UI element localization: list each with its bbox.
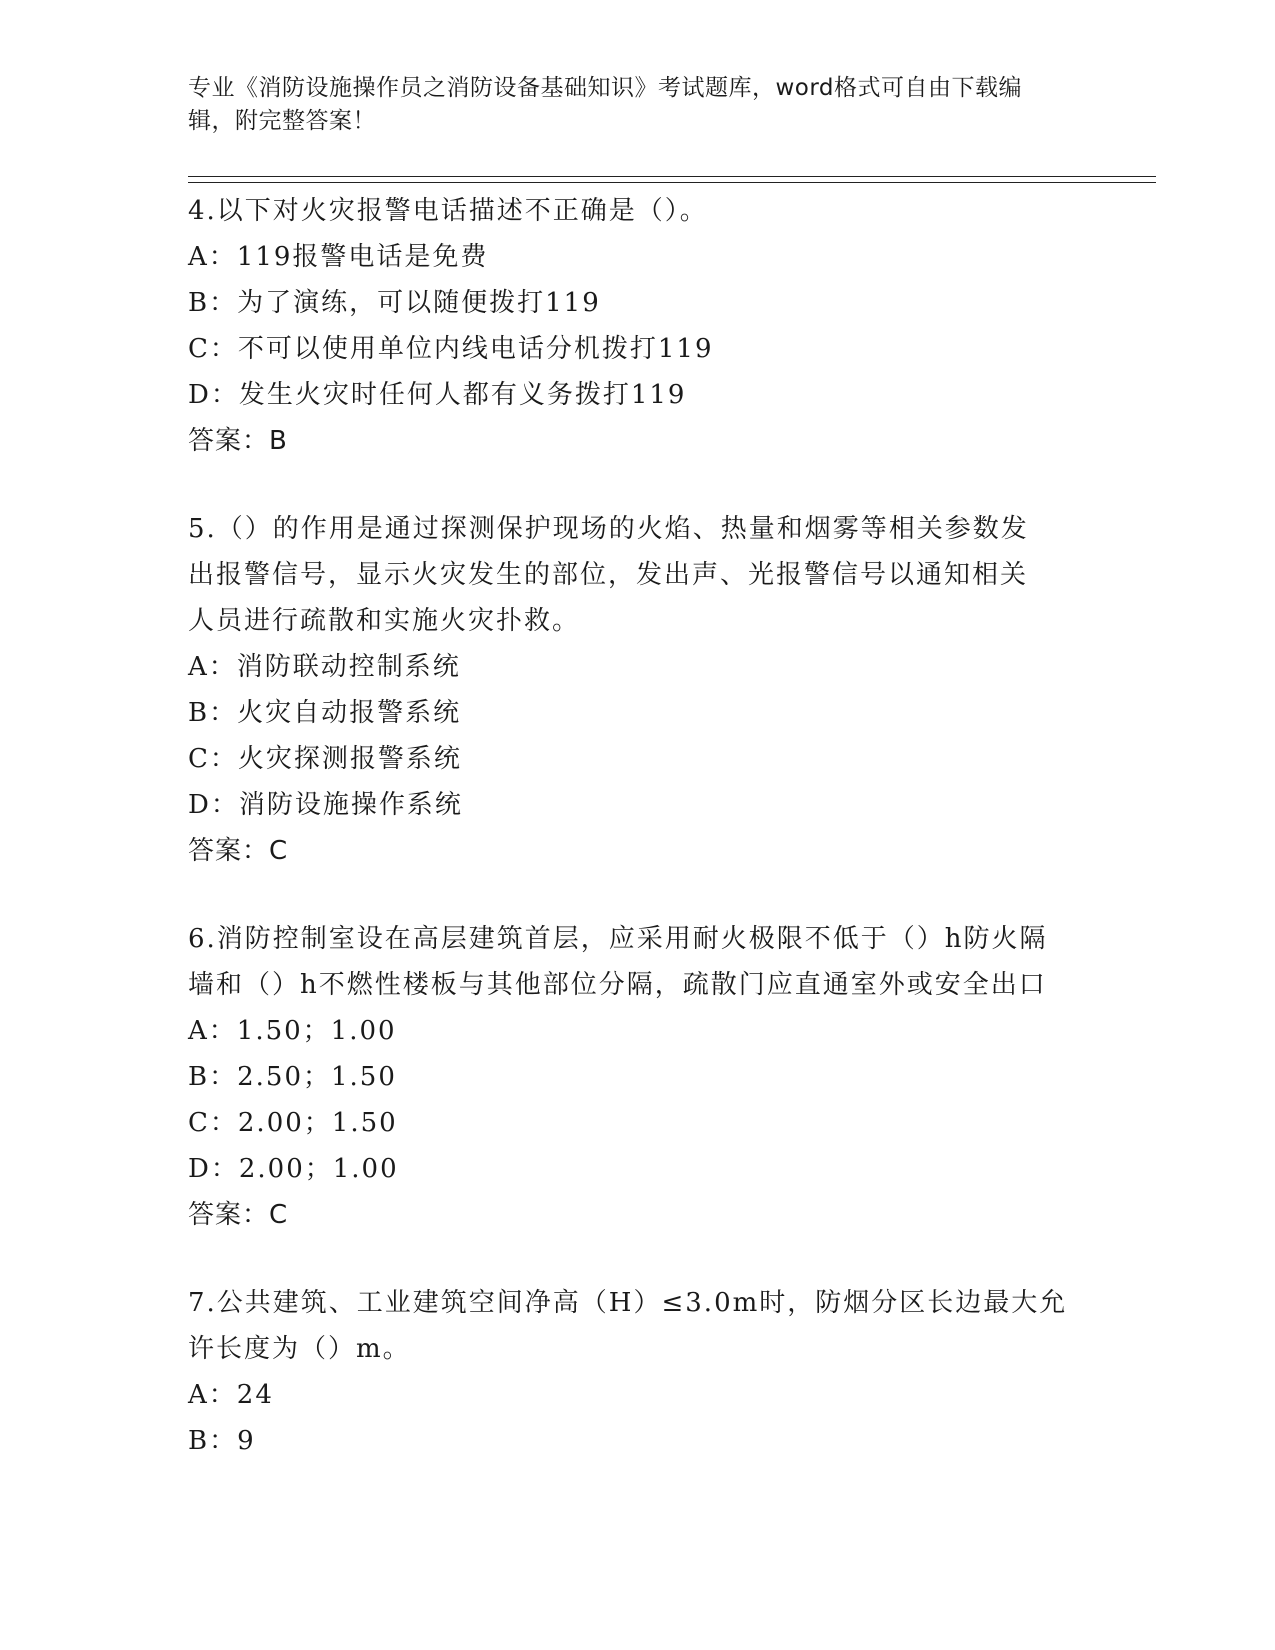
question-6-option-a: A：1.50；1.00	[188, 1016, 397, 1046]
question-4-option-d: D：发生火灾时任何人都有义务拨打119	[188, 380, 687, 410]
question-6-option-b: B：2.50；1.50	[188, 1062, 397, 1092]
question-5-option-c: C：火灾探测报警系统	[188, 744, 462, 774]
question-4-option-c: C：不可以使用单位内线电话分机拨打119	[188, 334, 714, 364]
header-line-1: 专业《消防设施操作员之消防设备基础知识》考试题库，word格式可自由下载编	[188, 75, 1023, 101]
question-4-option-b: B：为了演练，可以随便拨打119	[188, 288, 601, 318]
document-header	[188, 72, 1088, 138]
question-4-answer: 答案：B	[188, 426, 288, 456]
question-6-stem-line-1: 6.消防控制室设在高层建筑首层，应采用耐火极限不低于（）h防火隔	[188, 924, 1048, 954]
question-spacer	[188, 1238, 1088, 1280]
question-6-option-d: D：2.00；1.00	[188, 1154, 399, 1184]
question-5-option-a: A：消防联动控制系统	[188, 652, 461, 682]
question-list	[188, 188, 1088, 1464]
question-5-stem-line-1: 5.（）的作用是通过探测保护现场的火焰、热量和烟雾等相关参数发	[188, 514, 1029, 544]
header-line-2: 辑，附完整答案！	[188, 108, 376, 134]
question-4-option-a: A：119报警电话是免费	[188, 242, 489, 272]
question-6-answer: 答案：C	[188, 1200, 289, 1230]
question-7	[188, 1280, 1088, 1464]
header-divider-top	[188, 176, 1156, 177]
question-7-option-a: A：24	[188, 1380, 274, 1410]
question-6-stem-line-2: 墙和（）h不燃性楼板与其他部位分隔，疏散门应直通室外或安全出口	[188, 970, 1047, 1000]
question-7-stem-line-1: 7.公共建筑、工业建筑空间净高（H）≤3.0m时，防烟分区长边最大允	[188, 1288, 1068, 1318]
question-7-option-b: B：9	[188, 1426, 256, 1456]
question-5	[188, 506, 1088, 874]
question-5-stem-line-3: 人员进行疏散和实施火灾扑救。	[188, 606, 581, 636]
question-4-stem: 4.以下对火灾报警电话描述不正确是（）。	[188, 196, 708, 226]
question-5-option-b: B：火灾自动报警系统	[188, 698, 462, 728]
question-spacer	[188, 464, 1088, 506]
question-spacer	[188, 874, 1088, 916]
question-5-option-d: D：消防设施操作系统	[188, 790, 463, 820]
question-5-answer: 答案：C	[188, 836, 289, 866]
header-divider-bottom	[188, 182, 1156, 183]
question-7-stem-line-2: 许长度为（）m。	[188, 1334, 411, 1364]
question-6	[188, 916, 1088, 1238]
question-5-stem-line-2: 出报警信号，显示火灾发生的部位，发出声、光报警信号以通知相关	[188, 560, 1029, 590]
question-4	[188, 188, 1088, 464]
question-6-option-c: C：2.00；1.50	[188, 1108, 398, 1138]
